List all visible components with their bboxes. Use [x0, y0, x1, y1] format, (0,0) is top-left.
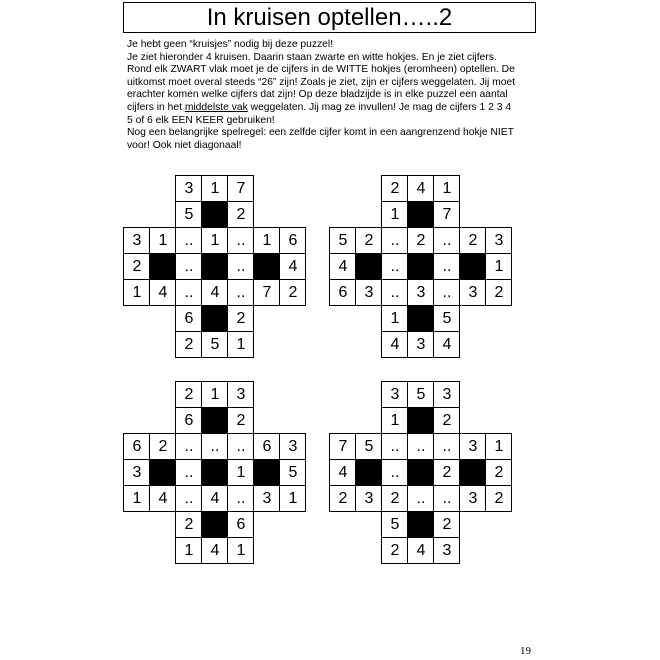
cell-digit: 3	[468, 438, 478, 455]
cell-digit: 4	[158, 490, 168, 507]
cell-digit: 3	[364, 490, 374, 507]
black-cell	[202, 254, 228, 280]
cell-digit: 1	[494, 258, 504, 275]
cell-digit: 1	[494, 438, 504, 455]
cell-digit: 7	[236, 180, 246, 197]
cell-digit: 3	[494, 232, 504, 249]
instruction-line	[127, 102, 547, 115]
cell-digit: 2	[442, 516, 452, 533]
cell-digit: 7	[338, 438, 348, 455]
instruction-line	[127, 64, 547, 77]
empty-cell-marker: ..	[390, 258, 400, 275]
empty-cell-marker: ..	[184, 258, 194, 275]
cell-digit: 2	[468, 232, 478, 249]
black-cell	[408, 202, 434, 228]
cell-digit: 3	[364, 284, 374, 301]
cell-digit: 3	[132, 464, 142, 481]
black-cell	[202, 408, 228, 434]
cell-digit: 4	[416, 542, 426, 559]
instruction-line	[127, 77, 547, 90]
cell-digit: 3	[262, 490, 272, 507]
cell-digit: 4	[416, 180, 426, 197]
cell-digit: 2	[494, 284, 504, 301]
cell-digit: 4	[338, 258, 348, 275]
cell-digit: 1	[390, 412, 400, 429]
cell-digit: 3	[468, 490, 478, 507]
empty-cell-marker: ..	[442, 232, 452, 249]
instruction-text: Nog een belangrijke spelregel: een zelfde cijfer komt in een aangrenzend hokje NIET	[127, 127, 514, 139]
cell-digit: 2	[364, 232, 374, 249]
instruction-text: Je ziet hieronder 4 kruisen. Daarin staan zwarte en witte hokjes. En je ziet cijfers.	[127, 51, 497, 63]
cell-digit: 1	[158, 232, 168, 249]
empty-cell-marker: ..	[390, 284, 400, 301]
instruction-text: Rond elk ZWART vlak moet je de cijfers in de WITTE hokjes (eromheen) optellen. De	[127, 64, 515, 76]
cell-digit: 5	[184, 206, 194, 223]
cell-digit: 1	[210, 232, 220, 249]
empty-cell-marker: ..	[390, 438, 400, 455]
black-cell	[408, 306, 434, 332]
cell-digit: 6	[236, 516, 246, 533]
cell-digit: 3	[416, 336, 426, 353]
instructions-text	[127, 39, 547, 152]
black-cell	[408, 460, 434, 486]
empty-cell-marker: ..	[236, 258, 246, 275]
cell-digit: 1	[132, 490, 142, 507]
cell-digit: 2	[158, 438, 168, 455]
cell-digit: 3	[184, 180, 194, 197]
cell-digit: 1	[236, 464, 246, 481]
black-cell	[408, 254, 434, 280]
empty-cell-marker: ..	[416, 438, 426, 455]
black-cell	[460, 460, 486, 486]
black-cell	[202, 202, 228, 228]
black-cell	[202, 460, 228, 486]
cell-digit: 4	[210, 490, 220, 507]
cell-digit: 1	[442, 180, 452, 197]
cell-digit: 4	[442, 336, 452, 353]
cell-digit: 3	[442, 386, 452, 403]
cell-digit: 2	[236, 412, 246, 429]
cell-digit: 3	[468, 284, 478, 301]
empty-cell-marker: ..	[236, 232, 246, 249]
cell-digit: 4	[210, 284, 220, 301]
black-cell	[460, 254, 486, 280]
cell-digit: 2	[338, 490, 348, 507]
empty-cell-marker: ..	[390, 464, 400, 481]
cell-digit: 1	[184, 542, 194, 559]
empty-cell-marker: ..	[442, 258, 452, 275]
black-cell	[356, 460, 382, 486]
cell-digit: 7	[262, 284, 272, 301]
empty-cell-marker: ..	[442, 284, 452, 301]
empty-cell-marker: ..	[184, 438, 194, 455]
black-cell	[356, 254, 382, 280]
cell-digit: 1	[210, 386, 220, 403]
cell-digit: 2	[184, 516, 194, 533]
instruction-line	[127, 89, 547, 102]
cell-digit: 3	[132, 232, 142, 249]
cell-digit: 3	[236, 386, 246, 403]
black-cell	[202, 306, 228, 332]
cell-digit: 1	[132, 284, 142, 301]
instruction-text: uitkomst moet overal steeds “26” zijn! Zoals je ziet, zijn er cijfers weggelaten. Jij moet	[127, 76, 516, 88]
empty-cell-marker: ..	[442, 490, 452, 507]
cell-digit: 7	[442, 206, 452, 223]
cell-digit: 5	[416, 386, 426, 403]
cell-digit: 1	[288, 490, 298, 507]
cell-digit: 2	[390, 490, 400, 507]
cell-digit: 1	[262, 232, 272, 249]
cell-digit: 6	[262, 438, 272, 455]
page-title-box	[123, 2, 536, 33]
instruction-text: weggelaten. Jij mag ze invullen! Je mag de cijfers 1 2 3 4	[247, 101, 512, 113]
cell-digit: 6	[132, 438, 142, 455]
instruction-text: voor! Ook niet diagonaal!	[127, 139, 242, 151]
cell-digit: 2	[442, 464, 452, 481]
cell-digit: 2	[236, 310, 246, 327]
page-title: In kruisen optellen…..2	[206, 3, 453, 31]
cell-digit: 6	[338, 284, 348, 301]
empty-cell-marker: ..	[390, 232, 400, 249]
instruction-line	[127, 140, 547, 153]
cell-digit: 1	[236, 336, 246, 353]
empty-cell-marker: ..	[184, 284, 194, 301]
empty-cell-marker: ..	[236, 438, 246, 455]
instruction-line	[127, 39, 547, 52]
cell-digit: 5	[288, 464, 298, 481]
cell-digit: 6	[184, 310, 194, 327]
empty-cell-marker: ..	[184, 464, 194, 481]
cell-digit: 1	[210, 180, 220, 197]
instruction-line	[127, 127, 547, 140]
page-number: 19	[520, 645, 531, 657]
cell-digit: 2	[132, 258, 142, 275]
black-cell	[202, 512, 228, 538]
empty-cell-marker: ..	[416, 490, 426, 507]
black-cell	[408, 512, 434, 538]
cell-digit: 2	[390, 180, 400, 197]
cell-digit: 4	[158, 284, 168, 301]
black-cell	[254, 460, 280, 486]
empty-cell-marker: ..	[236, 490, 246, 507]
cell-digit: 2	[442, 412, 452, 429]
cell-digit: 3	[416, 284, 426, 301]
cell-digit: 6	[288, 232, 298, 249]
cell-digit: 6	[184, 412, 194, 429]
black-cell	[408, 408, 434, 434]
cell-digit: 1	[236, 542, 246, 559]
instruction-text: cijfers in het	[127, 101, 185, 113]
cell-digit: 3	[288, 438, 298, 455]
empty-cell-marker: ..	[236, 284, 246, 301]
cell-digit: 5	[338, 232, 348, 249]
cell-digit: 2	[236, 206, 246, 223]
cell-digit: 2	[390, 542, 400, 559]
cell-digit: 2	[184, 386, 194, 403]
cell-digit: 4	[210, 542, 220, 559]
cell-digit: 5	[390, 516, 400, 533]
cell-digit: 3	[442, 542, 452, 559]
empty-cell-marker: ..	[184, 490, 194, 507]
cell-digit: 3	[390, 386, 400, 403]
black-cell	[150, 254, 176, 280]
instruction-text: Je hebt geen “kruisjes” nodig bij deze puzzel!	[127, 39, 334, 50]
cell-digit: 4	[338, 464, 348, 481]
cell-digit: 4	[390, 336, 400, 353]
underlined-text: middelste vak	[184, 101, 248, 113]
cell-digit: 2	[288, 284, 298, 301]
instruction-text: erachter komen welke cijfers dat zijn! Op deze bladzijde is in elke puzzel een aantal	[127, 89, 508, 101]
empty-cell-marker: ..	[442, 438, 452, 455]
empty-cell-marker: ..	[184, 232, 194, 249]
empty-cell-marker: ..	[210, 438, 220, 455]
cell-digit: 2	[416, 232, 426, 249]
cell-digit: 2	[494, 490, 504, 507]
cell-digit: 5	[442, 310, 452, 327]
cell-digit: 1	[390, 206, 400, 223]
black-cell	[150, 460, 176, 486]
cell-digit: 5	[210, 336, 220, 353]
instruction-text: 5 of 6 elk EEN KEER gebruiken!	[127, 114, 275, 126]
cell-digit: 1	[390, 310, 400, 327]
cell-digit: 2	[184, 336, 194, 353]
instruction-line	[127, 115, 547, 128]
cell-digit: 5	[364, 438, 374, 455]
black-cell	[254, 254, 280, 280]
instruction-line	[127, 52, 547, 65]
cell-digit: 2	[494, 464, 504, 481]
cell-digit: 4	[288, 258, 298, 275]
